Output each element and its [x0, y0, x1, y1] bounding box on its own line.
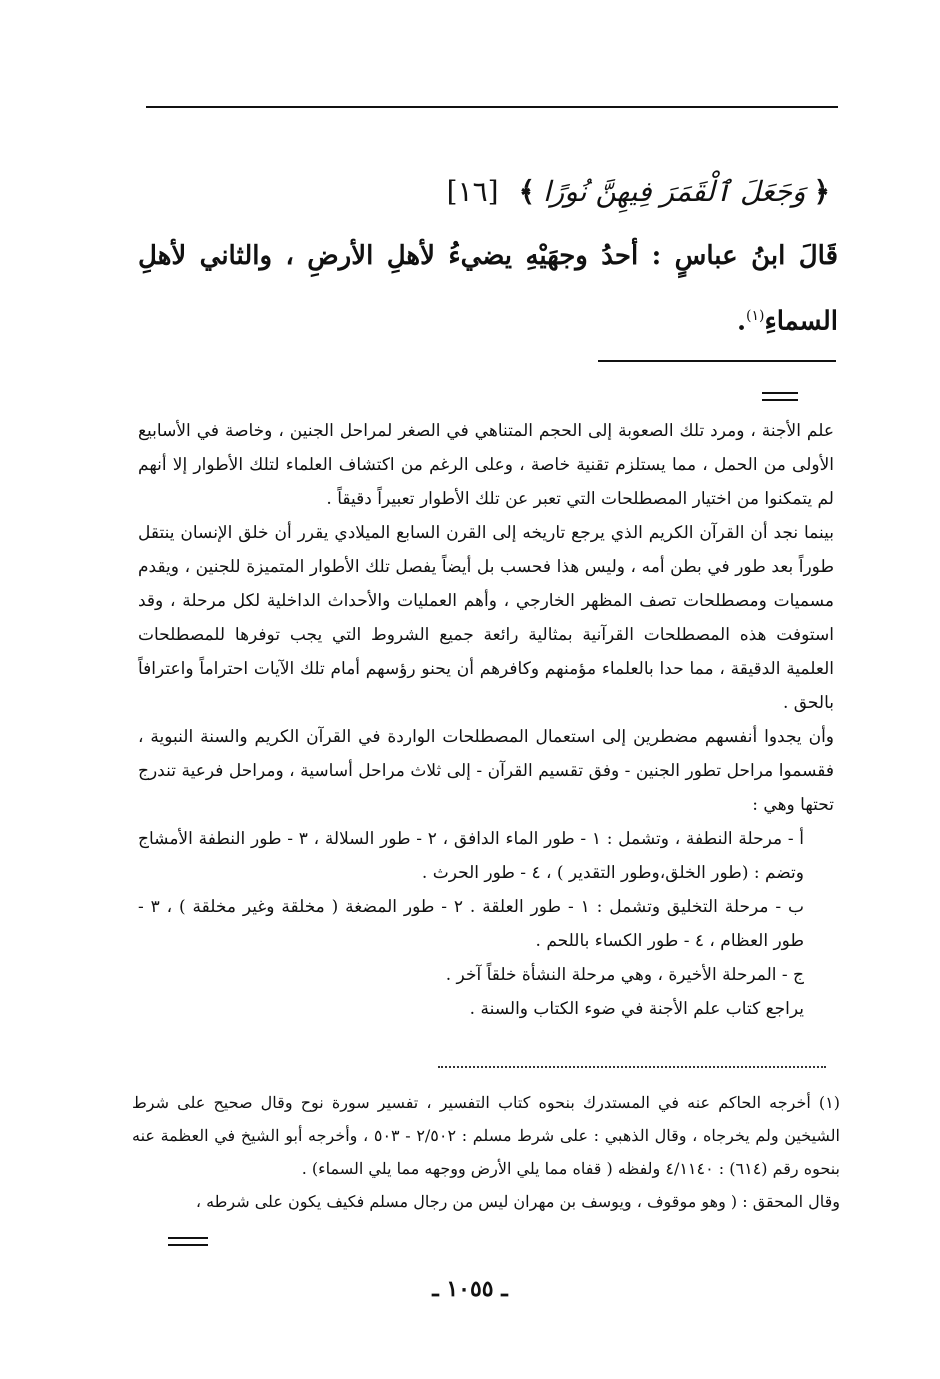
- footnote-body: [138, 414, 834, 1026]
- body-paragraph: بينما نجد أن القرآن الكريم الذي يرجع تاريخه إلى القرن السابع الميلادي يقرر أن خلق الإنسان ينتقل طوراً بعد طور في بطن أمه ، وليس هذا فحسب بل أيضاً يفصل تلك الأطوار المتميزة للجنين ، ويقدم مسميات ومصطلحات تصف المظهر الخارجي ، وأهم العمليات والأحداث الداخلية لكل مرحلة ، وقد استوفت هذه المصطلحات القرآنية بمثالية رائعة جميع الشروط التي يجب توفرها للمصطلحات العلمية الدقيقة ، مما حدا بالعلماء مؤمنهم وكافرهم أن يحنو رؤسهم أمام تلك الآيات احتراماً واعترافاً بالحق .: [138, 523, 834, 713]
- verse-text: وَجَعَلَ ٱلْقَمَرَ فِيهِنَّ نُورًا: [542, 175, 806, 208]
- ibn-abbas-quote: [138, 226, 838, 352]
- reference-line: يراجع كتاب علم الأجنة في ضوء الكتاب والسنة .: [469, 999, 804, 1019]
- section-rule: [598, 360, 836, 362]
- quote-text: قَالَ ابنُ عباسٍ : أحدُ وجهَيْهِ يضيءُ لأهلِ الأرضِ ، والثاني لأهلِ السماءِ: [138, 241, 838, 337]
- footnote-line: (١) أخرجه الحاكم عنه في المستدرك بنحوه كتاب التفسير ، تفسير سورة نوح وقال صحيح على شرط الشيخين ولم يخرجاه ، وقال الذهبي : على شرط مسلم : ٢/٥٠٢ - ٥٠٣ ، وأخرجه أبو الشيخ في العظمة عنه بنحوه رقم (٦١٤) : ٤/١١٤٠ ولفظه ( قفاه مما يلي الأرض ووجهه مما يلي السماء) .: [132, 1093, 841, 1178]
- footnote-marker: (١): [746, 308, 765, 324]
- verse-open-bracket: ﴿: [813, 175, 830, 208]
- footnotes: [132, 1086, 840, 1218]
- body-paragraph: وأن يجدوا أنفسهم مضطرين إلى استعمال المصطلحات الواردة في القرآن الكريم والسنة النبوية ، فقسموا مراحل تطور الجنين - وفق تقسيم القرآن - إلى ثلاث مراحل أساسية ، ومراحل فرعية تندرج تحتها وهي :: [138, 727, 834, 815]
- quote-end: .: [736, 306, 746, 337]
- footnote-line: وقال المحقق : ( وهو موقوف ، ويوسف بن مهران ليس من رجال مسلم فكيف يكون على شرطه ،: [195, 1192, 840, 1211]
- verse-close-bracket: ﴾: [518, 175, 535, 208]
- stage-item: ب - مرحلة التخليق وتشمل : ١ - طور العلقة . ٢ - طور المضغة ( مخلقة وغير مخلقة ) ، ٣ - طور العظام ، ٤ - طور الكساء باللحم .: [138, 897, 805, 951]
- stage-item: ج - المرحلة الأخيرة ، وهي مرحلة النشأة خلقاً آخر .: [445, 965, 804, 985]
- dotted-separator: [438, 1066, 826, 1068]
- verse-reference: [١٦]: [446, 175, 499, 208]
- quran-verse: [130, 170, 830, 214]
- double-rule-marker: [168, 1237, 208, 1246]
- body-paragraph: علم الأجنة ، ومرد تلك الصعوبة إلى الحجم المتناهي في الصغر لمراحل الجنين ، وخاصة في الأسابيع الأولى من الحمل ، مما يستلزم تقنية خاصة ، وعلى الرغم من اكتشاف العلماء لتلك الأطوار إلا أنهم لم يتمكنوا من اختيار المصطلحات التي تعبر عن تلك الأطوار تعبيراً دقيقاً .: [138, 421, 834, 509]
- top-rule: [146, 106, 838, 108]
- page-number: ـ ١٠٥٥ ـ: [432, 1276, 508, 1302]
- double-rule-marker: [762, 392, 798, 401]
- stage-item: أ - مرحلة النطفة ، وتشمل : ١ - طور الماء الدافق ، ٢ - طور السلالة ، ٣ - طور النطفة الأمشاج وتضم : (طور الخلق،وطور التقدير ) ، ٤ - طور الحرث .: [138, 829, 805, 883]
